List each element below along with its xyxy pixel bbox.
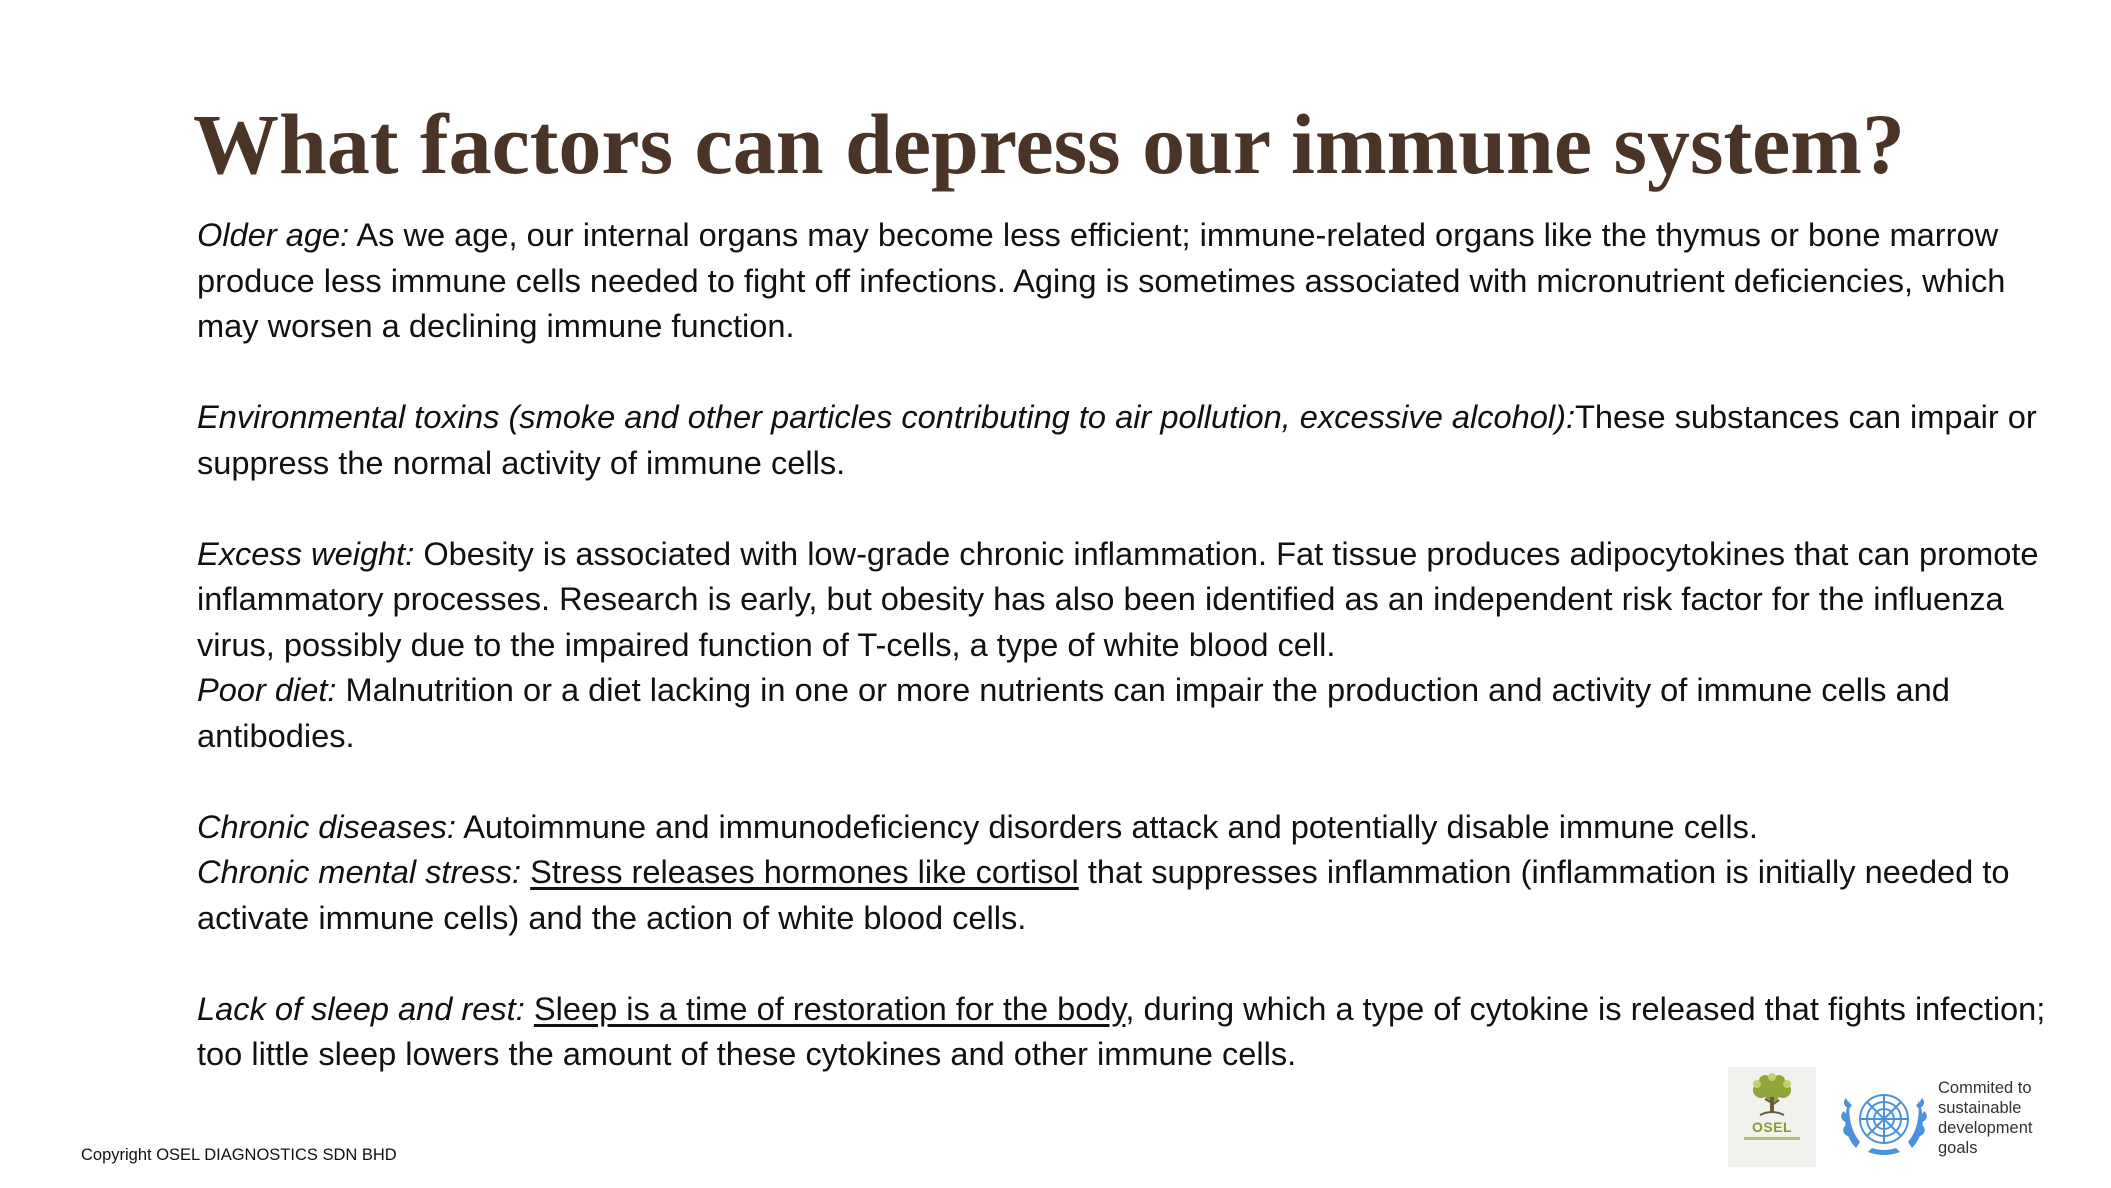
sdg-text-line: development xyxy=(1938,1119,2033,1137)
sdg-text-line: goals xyxy=(1938,1139,1978,1157)
paragraph-lead: Lack of sleep and rest: xyxy=(197,989,525,1027)
paragraph-text xyxy=(521,853,530,890)
paragraph-text: These substances can impair or suppress the normal activity of immune cells. xyxy=(197,398,2037,481)
paragraph-lead: Chronic mental stress: xyxy=(197,853,522,890)
paragraph xyxy=(197,986,2047,1077)
paragraph xyxy=(197,804,2047,850)
paragraph-text xyxy=(525,990,534,1027)
un-emblem-icon xyxy=(1838,1078,1930,1160)
sdg-text-line: sustainable xyxy=(1938,1099,2022,1117)
sdg-commitment-text xyxy=(1938,1078,2088,1158)
paragraph-lead: Chronic diseases: xyxy=(197,807,456,845)
paragraph xyxy=(197,849,2047,940)
paragraph-text: Autoimmune and immunodeficiency disorders attack and potentially disable immune cells. xyxy=(455,807,1758,845)
osel-logo-underline xyxy=(1744,1137,1800,1140)
paragraph xyxy=(197,212,2047,349)
underlined-link[interactable]: Sleep is a time of restoration for the body xyxy=(533,989,1126,1027)
paragraph-lead: Excess weight: xyxy=(197,534,415,572)
paragraph xyxy=(197,667,2047,758)
copyright-text: Copyright OSEL DIAGNOSTICS SDN BHD xyxy=(81,1146,397,1164)
osel-tree-icon xyxy=(1746,1073,1798,1119)
paragraph-lead: Poor diet: xyxy=(197,671,337,708)
paragraph-lead: Environmental toxins (smoke and other particles contributing to air pollution, excessive alcohol): xyxy=(197,398,1576,435)
paragraph-text: Obesity is associated with low-grade chronic inflammation. Fat tissue produces adipocytokines that can promote inflammatory processes. Research is early, but obesity has also been identified as an independent risk factor for the influenza virus, possibly due to the impaired function of T-cells, a type of white blood cell. xyxy=(197,534,2039,663)
underlined-link[interactable]: Stress releases hormones like cortisol xyxy=(530,853,1079,890)
sdg-text-line: Commited to xyxy=(1938,1079,2032,1097)
paragraph-text: , during which a type of cytokine is released that fights infection; too little sleep lowers the amount of these cytokines and other immune cells. xyxy=(197,989,2046,1072)
page-title: What factors can depress our immune system? xyxy=(193,96,1905,192)
body-text xyxy=(197,212,2047,1077)
paragraph xyxy=(197,394,2047,485)
paragraph-text: that suppresses inflammation (inflammation is initially needed to activate immune cells) and the action of white blood cells. xyxy=(197,853,2010,936)
paragraph-lead: Older age: xyxy=(197,216,350,253)
paragraph xyxy=(197,531,2047,668)
paragraph-text: Malnutrition or a diet lacking in one or more nutrients can impair the production and activity of immune cells and antibodies. xyxy=(197,671,1950,754)
osel-logo-text: OSEL xyxy=(1751,1119,1793,1135)
paragraph-text: As we age, our internal organs may become less efficient; immune-related organs like the thymus or bone marrow produce less immune cells needed to fight off infections. Aging is sometimes associated with micronutrient deficiencies, which may worsen a declining immune function. xyxy=(197,216,2006,344)
osel-logo xyxy=(1728,1067,1816,1167)
